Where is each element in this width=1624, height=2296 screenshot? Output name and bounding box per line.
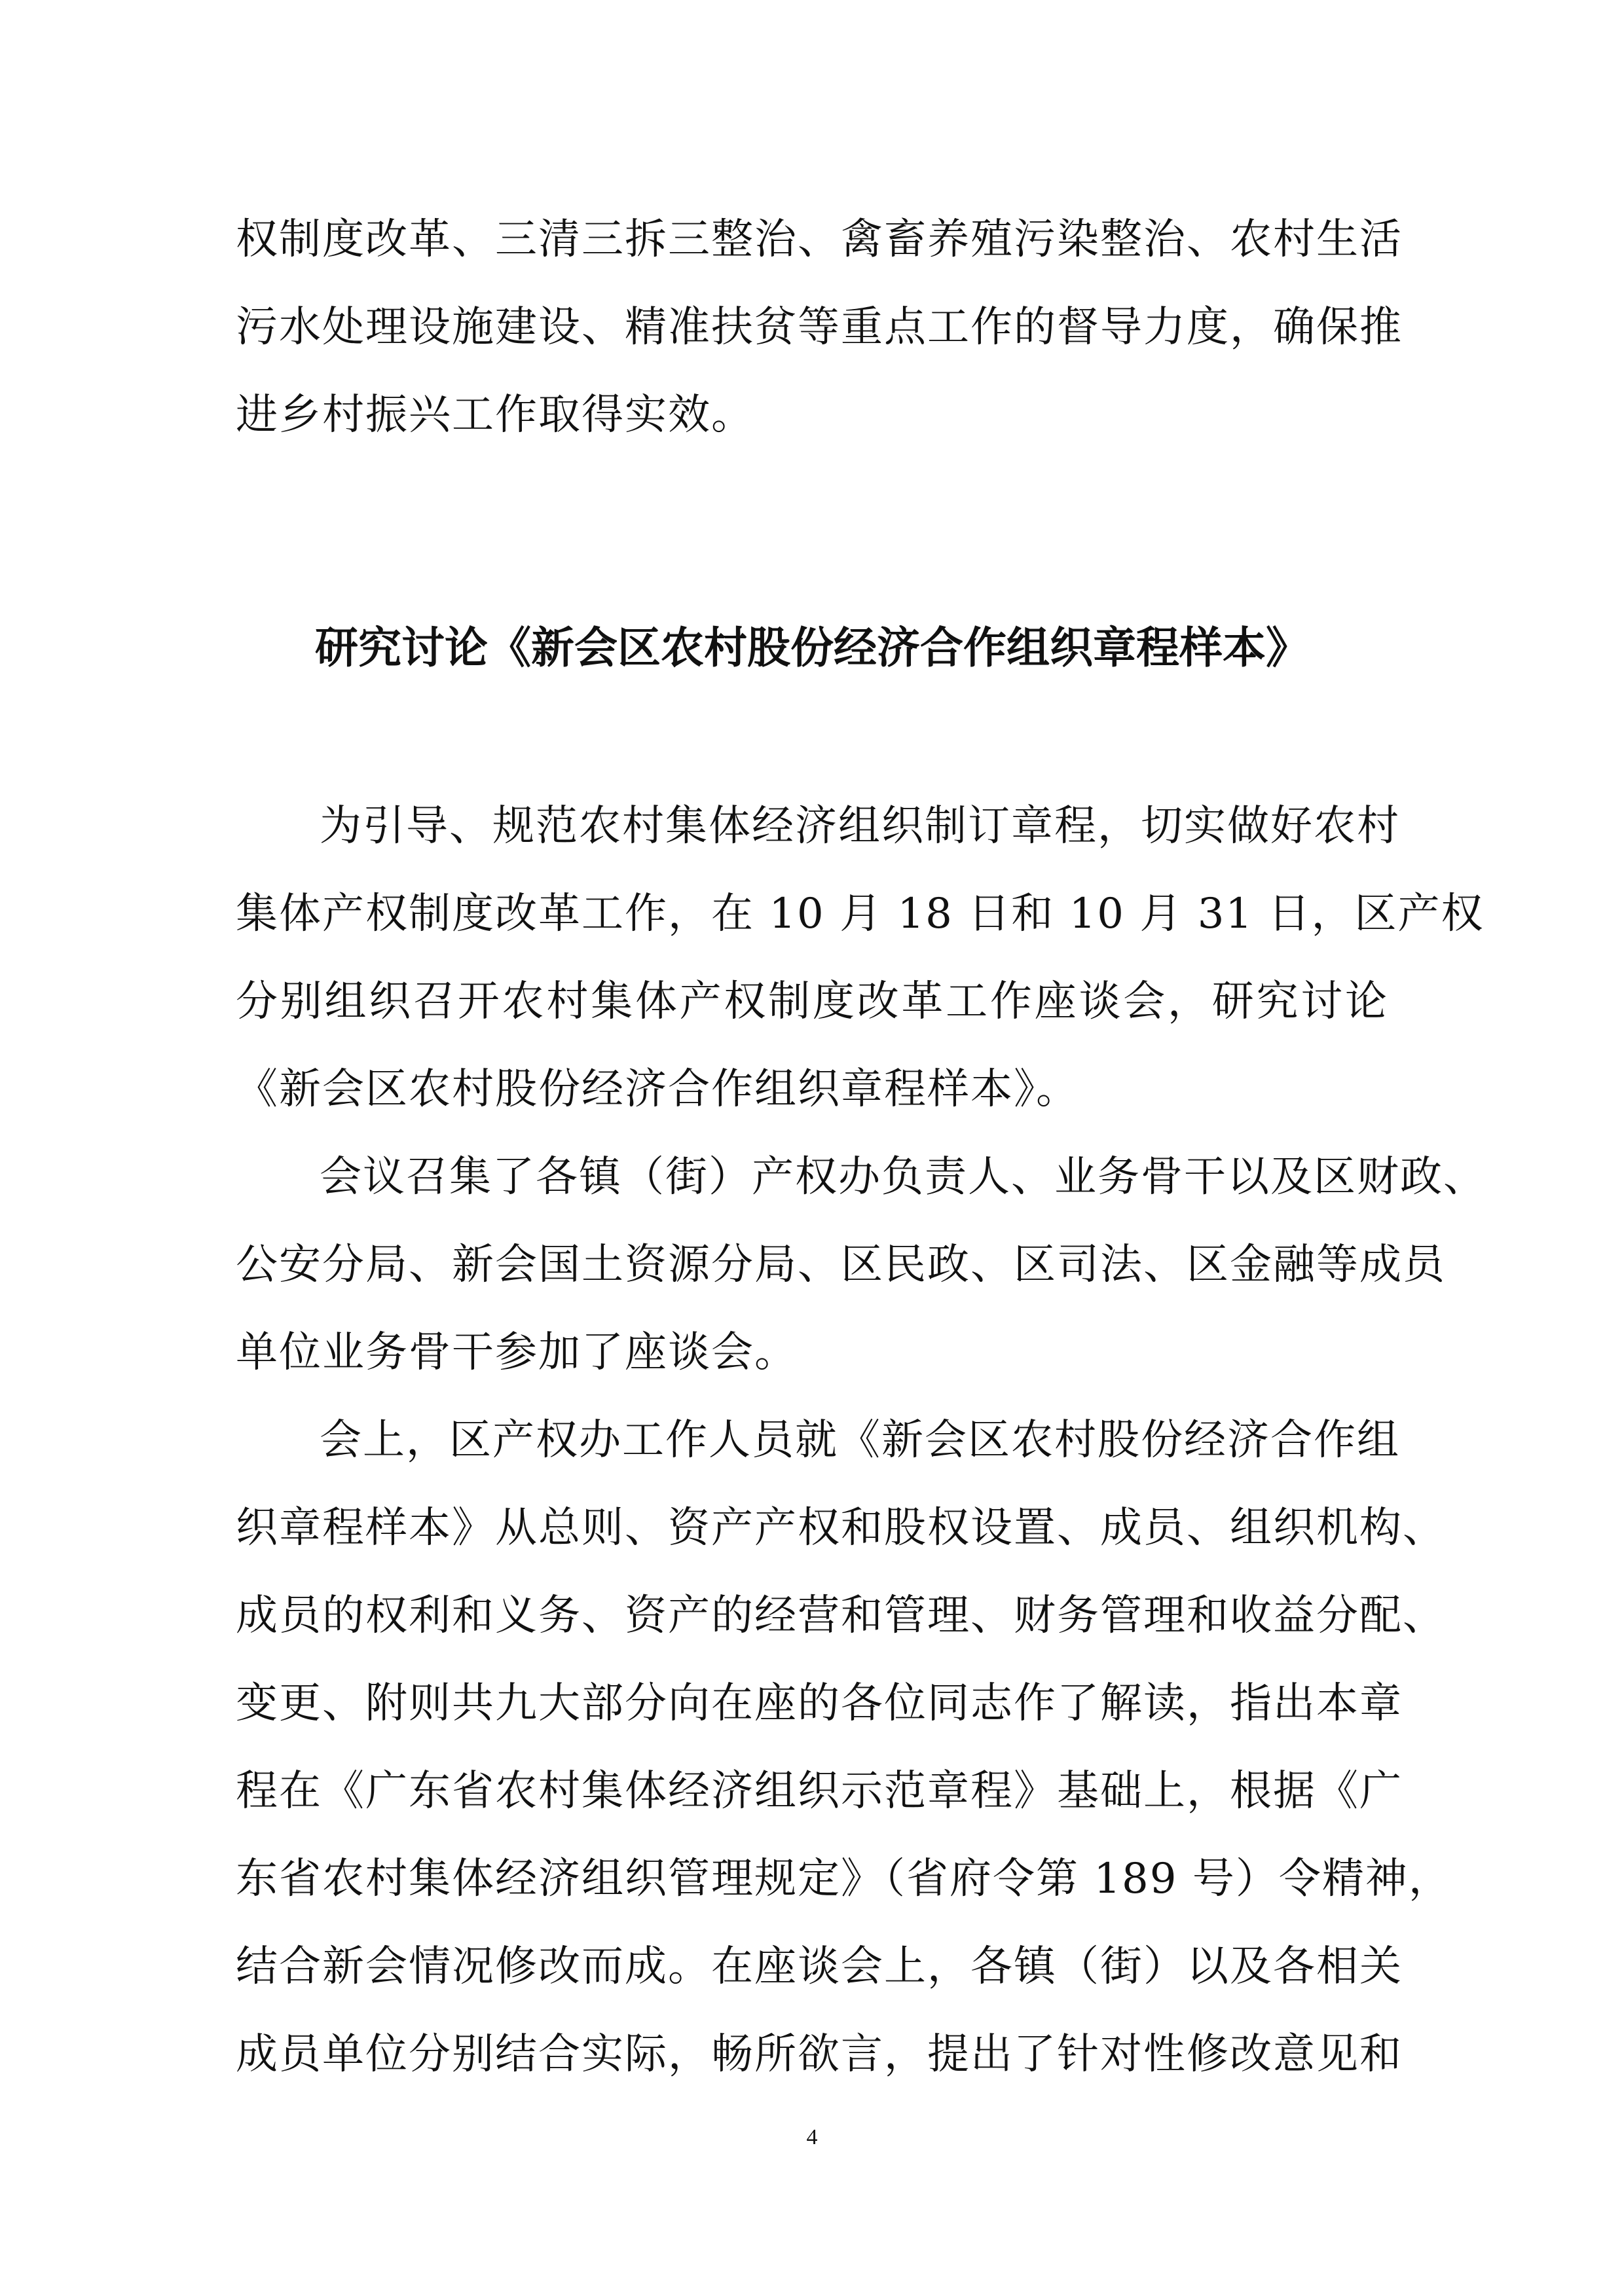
paragraph3-line-1: 会上，区产权办工作人员就《新会区农村股份经济合作组 [320,1416,1400,1465]
intro-line-3: 进乡村振兴工作取得实效。 [236,391,754,439]
paragraph1-line-4: 《新会区农村股份经济合作组织章程样本》。 [236,1065,1079,1114]
paragraph3-line-3: 成员的权利和义务、资产的经营和管理、财务管理和收益分配、 [236,1592,1446,1640]
paragraph3-line-2: 织章程样本》从总则、资产产权和股权设置、成员、组织机构、 [236,1504,1446,1552]
paragraph3-line-7: 结合新会情况修改而成。在座谈会上，各镇（街）以及各相关 [236,1942,1403,1991]
intro-line-1: 权制度改革、三清三拆三整治、禽畜养殖污染整治、农村生活 [236,215,1403,264]
paragraph3-line-8: 成员单位分别结合实际，畅所欲言，提出了针对性修改意见和 [236,2030,1403,2079]
paragraph1-line-1: 为引导、规范农村集体经济组织制订章程，切实做好农村 [320,802,1400,850]
intro-line-2: 污水处理设施建设、精准扶贫等重点工作的督导力度，确保推 [236,303,1403,352]
paragraph2-line-3: 单位业务骨干参加了座谈会。 [236,1328,798,1377]
paragraph2-line-1: 会议召集了各镇（街）产权办负责人、业务骨干以及区财政、 [320,1153,1486,1201]
section-heading: 研究讨论《新会区农村股份经济合作组织章程样本》 [315,623,1309,673]
paragraph1-line-3: 分别组织召开农村集体产权制度改革工作座谈会，研究讨论 [236,977,1388,1026]
paragraph2-line-2: 公安分局、新会国土资源分局、区民政、区司法、区金融等成员 [236,1241,1446,1289]
paragraph1-line-2: 集体产权制度改革工作，在 10 月 18 日和 10 月 31 日，区产权 [236,890,1485,938]
page-number: 4 [806,2125,818,2149]
paragraph3-line-6: 东省农村集体经济组织管理规定》（省府令第 189 号）令精神， [236,1855,1452,1903]
paragraph3-line-5: 程在《广东省农村集体经济组织示范章程》基础上，根据《广 [236,1767,1403,1815]
paragraph3-line-4: 变更、附则共九大部分向在座的各位同志作了解读，指出本章 [236,1679,1403,1728]
